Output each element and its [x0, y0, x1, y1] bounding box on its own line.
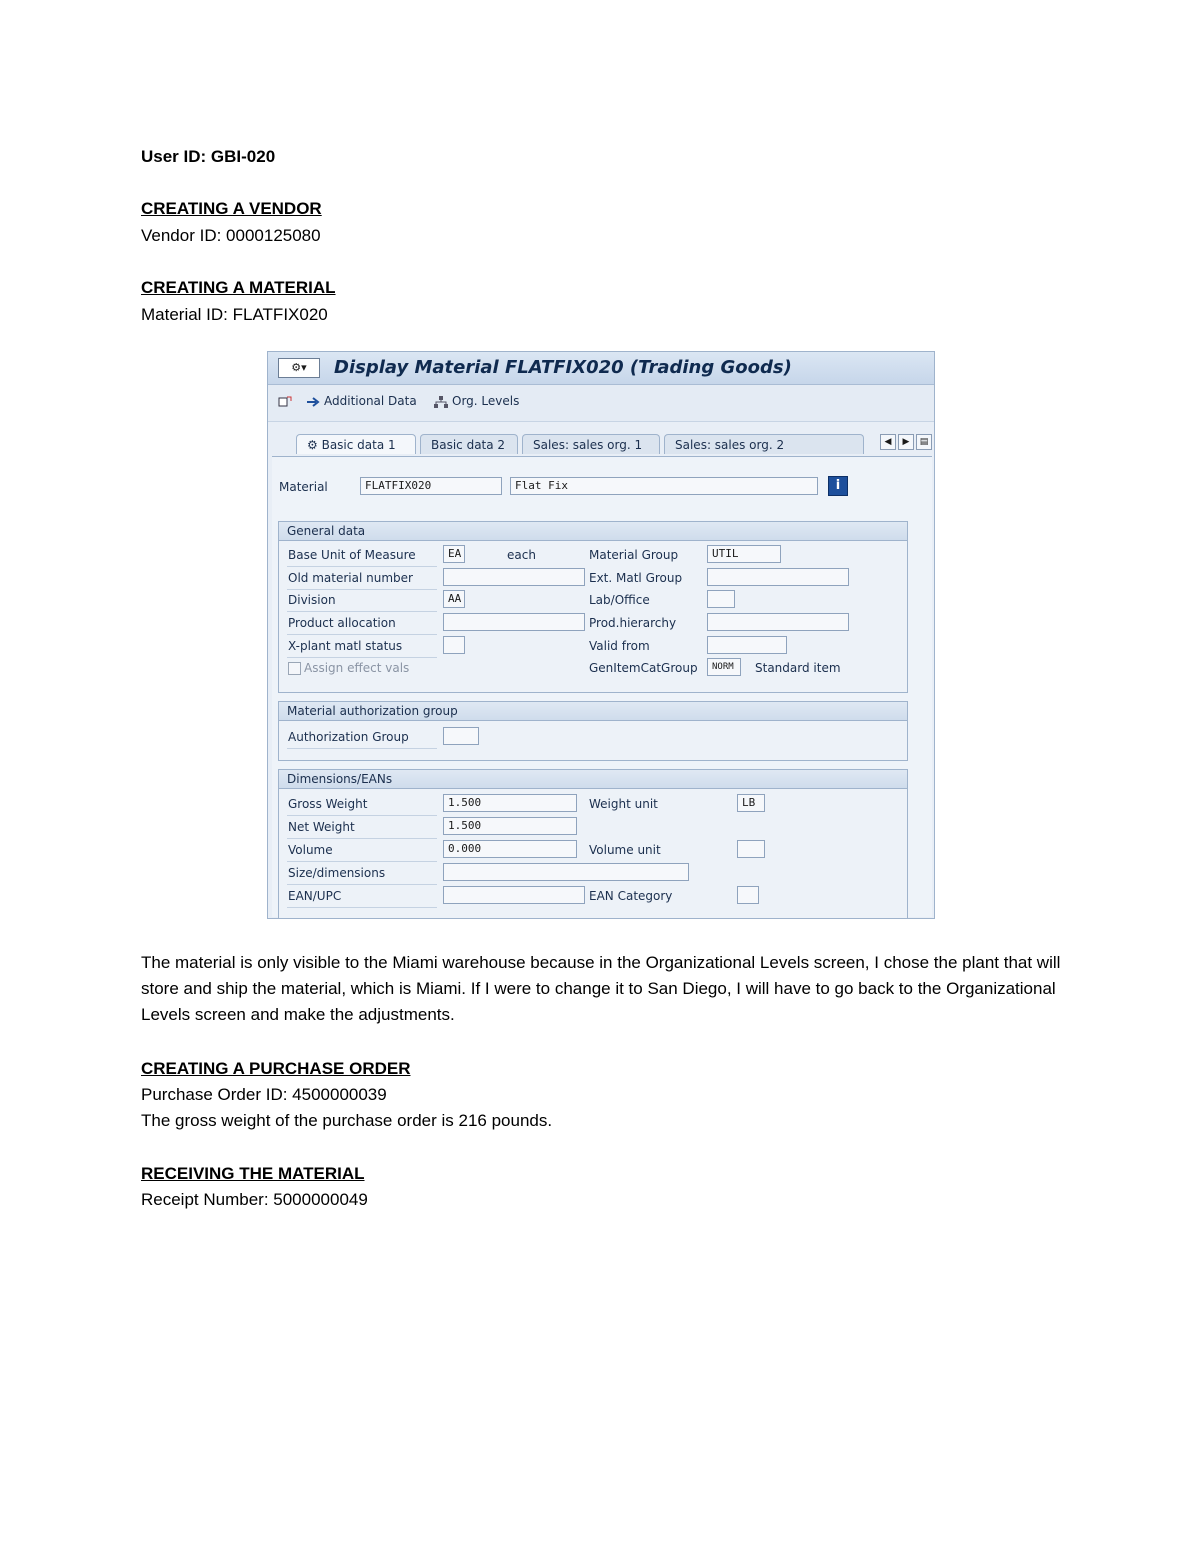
gen-item-cat-field[interactable]: NORM — [707, 658, 741, 676]
material-group-field[interactable]: UTIL — [707, 545, 781, 563]
purchase-order-id-line: Purchase Order ID: 4500000039 — [141, 1085, 387, 1104]
gross-weight-field[interactable]: 1.500 — [443, 794, 577, 812]
additional-data-button[interactable] — [306, 394, 417, 408]
product-allocation-field[interactable] — [443, 613, 585, 631]
weight-unit-label: Weight unit — [589, 797, 658, 811]
old-material-label: Old material number — [288, 571, 413, 585]
volume-field[interactable]: 0.000 — [443, 840, 577, 858]
material-id-line: Material ID: FLATFIX020 — [141, 305, 328, 324]
assign-effect-label: Assign effect vals — [304, 661, 410, 675]
division-field[interactable]: AA — [443, 590, 465, 608]
volume-label: Volume — [288, 843, 333, 857]
volume-unit-label: Volume unit — [589, 843, 661, 857]
auth-group-field[interactable] — [443, 727, 479, 745]
sap-toolbar — [268, 385, 934, 422]
org-levels-button[interactable] — [434, 394, 519, 408]
material-description-field[interactable]: Flat Fix — [510, 477, 818, 495]
select-views-icon[interactable] — [278, 394, 296, 408]
valid-from-label: Valid from — [589, 639, 650, 653]
xplant-status-label: X-plant matl status — [288, 639, 403, 653]
sap-material-screenshot — [267, 351, 935, 919]
ean-category-field[interactable] — [737, 886, 759, 904]
ext-matl-group-label: Ext. Matl Group — [589, 571, 683, 585]
ean-upc-field[interactable] — [443, 886, 585, 904]
lab-office-field[interactable] — [707, 590, 735, 608]
material-number-field[interactable]: FLATFIX020 — [360, 477, 502, 495]
sap-menu-icon[interactable]: ⚙▾ — [278, 358, 320, 378]
tab-list-icon[interactable]: ▤ — [916, 434, 932, 450]
vendor-heading: CREATING A VENDOR — [141, 199, 322, 218]
prod-hierarchy-field[interactable] — [707, 613, 849, 631]
vendor-id-line: Vendor ID: 0000125080 — [141, 226, 321, 245]
auth-group-label: Authorization Group — [288, 730, 409, 744]
old-material-field[interactable] — [443, 568, 585, 586]
ean-upc-label: EAN/UPC — [288, 889, 342, 903]
material-group-label: Material Group — [589, 548, 679, 562]
gen-item-cat-text: Standard item — [755, 661, 841, 675]
info-icon[interactable]: i — [828, 476, 848, 496]
org-levels-label: Org. Levels — [452, 394, 520, 408]
material-label: Material — [279, 480, 328, 494]
auth-group-group — [278, 701, 908, 761]
tab-sales-org-1-label: Sales: sales org. 1 — [533, 438, 643, 452]
prod-hierarchy-label: Prod.hierarchy — [589, 616, 677, 630]
ext-matl-group-field[interactable] — [707, 568, 849, 586]
size-dimensions-label: Size/dimensions — [288, 866, 386, 880]
purchase-order-heading: CREATING A PURCHASE ORDER — [141, 1059, 411, 1078]
base-uom-label: Base Unit of Measure — [288, 548, 416, 562]
tab-prev-icon[interactable]: ◀ — [880, 434, 896, 450]
gross-weight-label: Gross Weight — [288, 797, 368, 811]
tab-sales-org-2[interactable] — [664, 434, 864, 454]
tab-next-icon[interactable]: ▶ — [898, 434, 914, 450]
dimensions-title: Dimensions/EANs — [279, 770, 907, 789]
tab-basic-data-2-label: Basic data 2 — [431, 438, 506, 452]
material-heading: CREATING A MATERIAL — [141, 278, 336, 297]
tab-sales-org-2-label: Sales: sales org. 2 — [675, 438, 785, 452]
net-weight-field[interactable]: 1.500 — [443, 817, 577, 835]
tab-settings-icon: ⚙ — [307, 438, 318, 452]
weight-unit-field[interactable]: LB — [737, 794, 765, 812]
receipt-number-line: Receipt Number: 5000000049 — [141, 1190, 368, 1209]
general-data-group — [278, 521, 908, 693]
tab-basic-data-1[interactable] — [296, 434, 416, 454]
volume-unit-field[interactable] — [737, 840, 765, 858]
base-uom-field[interactable]: EA — [443, 545, 465, 563]
sap-title-bar — [268, 352, 934, 385]
dimensions-group — [278, 769, 908, 919]
purchase-order-weight-line: The gross weight of the purchase order is 216 pounds. — [141, 1111, 553, 1130]
division-label: Division — [288, 593, 336, 607]
ean-category-label: EAN Category — [589, 889, 673, 903]
sap-window-title: Display Material FLATFIX020 (Trading Goods) — [334, 357, 792, 378]
lab-office-label: Lab/Office — [589, 593, 650, 607]
additional-data-label: Additional Data — [324, 394, 417, 408]
product-allocation-label: Product allocation — [288, 616, 396, 630]
tab-sales-org-1[interactable] — [522, 434, 660, 454]
base-uom-text: each — [507, 548, 536, 562]
user-id-line: User ID: GBI-020 — [141, 147, 276, 166]
valid-from-field[interactable] — [707, 636, 787, 654]
gen-item-cat-label: GenItemCatGroup — [589, 661, 698, 675]
general-data-title: General data — [279, 522, 907, 541]
auth-group-title: Material authorization group — [279, 702, 907, 721]
checkbox-icon — [288, 662, 301, 675]
tab-basic-data-2[interactable] — [420, 434, 518, 454]
assign-effect-checkbox[interactable] — [288, 661, 409, 675]
explanation-paragraph: The material is only visible to the Miami warehouse because in the Organizational Levels screen, I chose the plant that will store and ship the material, which is Miami. If I were to change it to San Diego, I will have to go back to the Organizational Levels screen and make the adjustments. — [141, 953, 1061, 1024]
xplant-status-field[interactable] — [443, 636, 465, 654]
size-dimensions-field[interactable] — [443, 863, 689, 881]
sap-tab-strip — [268, 430, 934, 456]
net-weight-label: Net Weight — [288, 820, 355, 834]
receiving-heading: RECEIVING THE MATERIAL — [141, 1164, 365, 1183]
tab-basic-data-1-label: Basic data 1 — [321, 438, 396, 452]
basic-data-1-panel — [272, 456, 932, 917]
